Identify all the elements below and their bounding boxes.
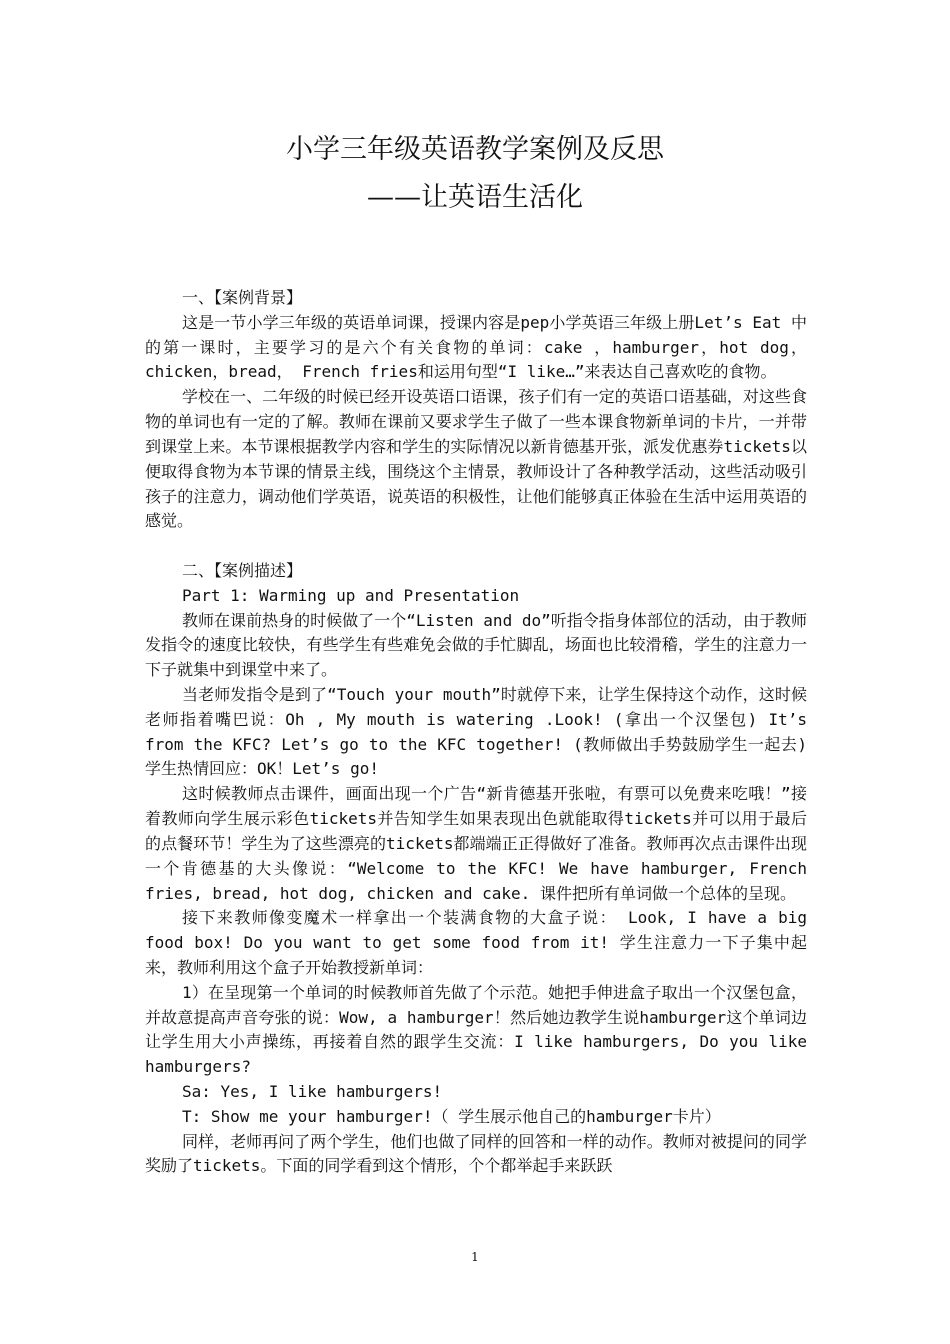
paragraph: 接下来教师像变魔术一样拿出一个装满食物的大盒子说： Look, I have a big food box! Do you want to get some food from it! 学生注意力一下子集中起来，教师利用这个盒子开始教授新单词： — [145, 908, 807, 977]
section-heading-background: 一、【案例背景】 — [182, 288, 303, 307]
dialogue-line: T: Show me your hamburger!（ 学生展示他自己的hamburger卡片） — [182, 1106, 721, 1126]
paragraph: 这时候教师点击课件，画面出现一个广告“新肯德基开张啦，有票可以免费来吃哦！”接着教师向学生展示彩色tickets并告知学生如果表现出色就能取得tickets并可以用于最后的点餐环节！学生为了这些漂亮的tickets都端端正正得做好了准备。教师再次点击课件出现一个肯德基的大头像说：“Welcome to the KFC! We have hamburger, French fries, bread, hot dog, chicken and cake. 课件把所有单词做一个总体的呈现。 — [145, 784, 807, 903]
document-body — [145, 286, 807, 1179]
paragraph: 教师在课前热身的时候做了一个“Listen and do”听指令指身体部位的活动，由于教师发指令的速度比较快，有些学生有些难免会做的手忙脚乱，场面也比较滑稽，学生的注意力一下子就集中到课堂中来了。 — [145, 610, 807, 680]
paragraph: 当老师发指令是到了“Touch your mouth”时就停下来，让学生保持这个动作，这时候老师指着嘴巴说：Oh , My mouth is watering .Look! (拿出一个汉堡包) It’s from the KFC? Let’s go to the KFC together! (教师做出手势鼓励学生一起去)学生热情回应：OK！Let’s go! — [145, 685, 807, 779]
spacer — [145, 534, 807, 559]
document-subtitle: ——让英语生活化 — [367, 182, 583, 213]
paragraph: 1）在呈现第一个单词的时候教师首先做了个示范。她把手伸进盒子取出一个汉堡包盒，并故意提高声音夸张的说：Wow, a hamburger！然后她边教学生说hamburger这个单词边让学生用大小声操练，再接着自然的跟学生交流：I like hamburgers, Do you like hamburgers? — [145, 982, 807, 1077]
paragraph: 同样，老师再问了两个学生，他们也做了同样的回答和一样的动作。教师对被提问的同学奖励了tickets。下面的同学看到这个情形，个个都举起手来跃跃 — [145, 1131, 807, 1176]
document-title: 小学三年级英语教学案例及反思 — [286, 134, 664, 165]
section-heading-description: 二、【案例描述】 — [182, 560, 303, 580]
page-number: 1 — [471, 1250, 479, 1264]
dialogue-line: Sa: Yes, I like hamburgers! — [182, 1082, 443, 1101]
paragraph: 这是一节小学三年级的英语单词课，授课内容是pep小学英语三年级上册Let’s Eat 中的第一课时，主要学习的是六个有关食物的单词：cake ，hamburger，hot dog，chicken，bread， French fries和运用句型“I like…”来表达自己喜欢吃的食物。 — [145, 312, 807, 382]
paragraph: 学校在一、二年级的时候已经开设英语口语课，孩子们有一定的英语口语基础，对这些食物的单词也有一定的了解。教师在课前又要求学生子做了一些本课食物新单词的卡片，一并带到课堂上来。本节课根据教学内容和学生的实际情况以新肯德基开张，派发优惠券tickets以便取得食物为本节课的情景主线，围绕这个主情景，教师设计了各种教学活动，这些活动吸引孩子的注意力，调动他们学英语，说英语的积极性，让他们能够真正体验在生活中运用英语的感觉。 — [145, 387, 807, 531]
part-heading: Part 1: Warming up and Presentation — [182, 585, 520, 605]
